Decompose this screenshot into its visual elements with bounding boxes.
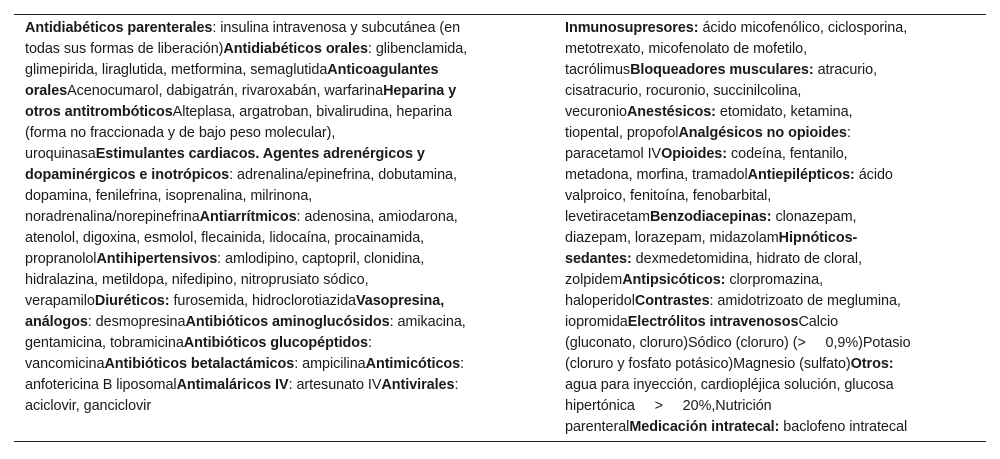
drug-list-text: baclofeno intratecal — [779, 419, 908, 435]
drug-list-text: vecuronio — [565, 104, 627, 120]
drug-list-text: gentamicina, tobramicina — [25, 335, 184, 351]
drug-list-text: parenteral — [565, 419, 630, 435]
drug-list-text: iopromida — [565, 314, 628, 330]
category-heading: Antidiabéticos parenterales — [25, 20, 213, 36]
category-heading: Antiepilépticos: — [747, 167, 855, 183]
category-heading: Antihipertensivos — [96, 251, 218, 267]
drug-list-text: ácido — [854, 167, 893, 183]
text-line — [25, 60, 523, 81]
drug-list-text: atenolol, digoxina, esmolol, flecainida, lidocaína, procainamida, — [25, 230, 425, 246]
text-line — [25, 333, 523, 354]
text-line — [565, 291, 949, 312]
drug-list-text: atracurio, — [813, 62, 878, 78]
text-line — [25, 186, 523, 207]
drug-list-text: : — [846, 125, 851, 141]
text-line — [565, 375, 949, 396]
category-heading: Inmunosupresores: — [565, 20, 699, 36]
drug-list-text: tacrólimus — [565, 62, 631, 78]
drug-list-text: : glibenclamida, — [367, 41, 468, 57]
left-column — [25, 18, 523, 417]
text-line — [565, 18, 949, 39]
text-line — [25, 123, 523, 144]
drug-list-text: : amidotrizoato de meglumina, — [709, 293, 901, 309]
category-heading: sedantes: — [565, 251, 632, 267]
category-heading: Antidiabéticos orales — [223, 41, 368, 57]
drug-list-text: furosemida, hidroclorotiazida — [169, 293, 356, 309]
drug-list-text: uroquinasa — [25, 146, 96, 162]
drug-list-text: cisatracurio, rocuronio, succinilcolina, — [565, 83, 802, 99]
text-line — [565, 396, 949, 417]
category-heading: Antibióticos glucopéptidos — [183, 335, 368, 351]
text-line — [25, 354, 523, 375]
text-line — [25, 81, 523, 102]
text-line — [565, 312, 949, 333]
drug-list-text: hidralazina, metildopa, nifedipino, nitroprusiato sódico, — [25, 272, 369, 288]
drug-list-text: codeína, fentanilo, — [727, 146, 848, 162]
text-line — [25, 207, 523, 228]
category-heading: orales — [25, 83, 68, 99]
drug-list-text: levetiracetam — [565, 209, 650, 225]
drug-list-text: verapamilo — [25, 293, 95, 309]
category-heading: Medicación intratecal: — [629, 419, 780, 435]
drug-list-text: etomidato, ketamina, — [715, 104, 853, 120]
text-line — [25, 270, 523, 291]
text-line — [565, 186, 949, 207]
text-line — [565, 39, 949, 60]
text-line — [25, 396, 523, 417]
medication-table — [14, 14, 986, 442]
drug-list-text: glimepirida, liraglutida, metformina, semaglutida — [25, 62, 328, 78]
category-heading: Opioides: — [661, 146, 728, 162]
drug-list-text: anfotericina B liposomal — [25, 377, 177, 393]
drug-list-text: valproico, fenitoína, fenobarbital, — [565, 188, 772, 204]
category-heading: Antibióticos aminoglucósidos — [185, 314, 390, 330]
text-line — [565, 60, 949, 81]
drug-list-text: clonazepam, — [771, 209, 857, 225]
category-heading: Electrólitos intravenosos — [627, 314, 799, 330]
drug-list-text: tiopental, propofol — [565, 125, 679, 141]
category-heading: Antibióticos betalactámicos — [104, 356, 295, 372]
drug-list-text: (gluconato, cloruro)Sódico (cloruro) (> 0,9%)Potasio — [565, 335, 911, 351]
drug-list-text: noradrenalina/norepinefrina — [25, 209, 200, 225]
drug-list-text: haloperidol — [565, 293, 635, 309]
drug-list-text: : ampicilina — [294, 356, 366, 372]
text-line — [565, 270, 949, 291]
category-heading: Estimulantes cardiacos. Agentes adrenérgicos y — [95, 146, 425, 162]
category-heading: Antivirales — [381, 377, 455, 393]
category-heading: Diuréticos: — [94, 293, 170, 309]
text-line — [565, 102, 949, 123]
drug-list-text: propranolol — [25, 251, 97, 267]
drug-list-text: ácido micofenólico, ciclosporina, — [698, 20, 908, 36]
drug-list-text: aciclovir, ganciclovir — [25, 398, 152, 414]
drug-list-text: dopamina, fenilefrina, isoprenalina, milrinona, — [25, 188, 313, 204]
text-line — [25, 291, 523, 312]
drug-list-text: vancomicina — [25, 356, 105, 372]
text-line — [25, 102, 523, 123]
category-heading: Hipnóticos- — [778, 230, 858, 246]
category-heading: Antiarrítmicos — [199, 209, 297, 225]
category-heading: Analgésicos no opioides — [678, 125, 847, 141]
text-line — [25, 18, 523, 39]
drug-list-text: : — [460, 356, 465, 372]
drug-list-text: : — [367, 335, 372, 351]
drug-list-text: : insulina intravenosa y subcutánea (en — [212, 20, 461, 36]
text-line — [565, 354, 949, 375]
drug-list-text: : adenosina, amiodarona, — [296, 209, 458, 225]
text-line — [565, 123, 949, 144]
drug-list-text: : adrenalina/epinefrina, dobutamina, — [229, 167, 457, 183]
text-line — [25, 228, 523, 249]
category-heading: otros antitrombóticos — [25, 104, 173, 120]
drug-list-text: clorpromazina, — [725, 272, 824, 288]
drug-list-text: (cloruro y fosfato potásico)Magnesio (sulfato) — [565, 356, 851, 372]
drug-list-text: paracetamol IV — [565, 146, 662, 162]
drug-list-text: hipertónica > 20%,Nutrición — [565, 398, 772, 414]
drug-list-text: : desmopresina — [87, 314, 186, 330]
drug-list-text: dexmedetomidina, hidrato de cloral, — [631, 251, 862, 267]
text-line — [565, 165, 949, 186]
text-line — [565, 144, 949, 165]
category-heading: Contrastes — [634, 293, 710, 309]
drug-list-text: : artesunato IV — [288, 377, 382, 393]
text-line — [565, 207, 949, 228]
drug-list-text: todas sus formas de liberación) — [25, 41, 224, 57]
category-heading: Otros: — [850, 356, 894, 372]
drug-list-text: (forma no fraccionada y de bajo peso molecular), — [25, 125, 336, 141]
text-line — [565, 228, 949, 249]
category-heading: Vasopresina, — [356, 293, 445, 309]
drug-list-text: : amlodipino, captopril, clonidina, — [217, 251, 425, 267]
category-heading: Anestésicos: — [626, 104, 716, 120]
drug-list-text: Alteplasa, argatroban, bivalirudina, heparina — [172, 104, 453, 120]
text-line — [565, 249, 949, 270]
text-line — [25, 165, 523, 186]
drug-list-text: Calcio — [798, 314, 839, 330]
category-heading: Anticoagulantes — [327, 62, 439, 78]
drug-list-text: metadona, morfina, tramadol — [565, 167, 748, 183]
text-line — [565, 333, 949, 354]
category-heading: Benzodiacepinas: — [649, 209, 772, 225]
category-heading: dopaminérgicos e inotrópicos — [25, 167, 230, 183]
text-line — [25, 39, 523, 60]
drug-list-text: : amikacina, — [389, 314, 466, 330]
right-column — [565, 18, 949, 438]
category-heading: Antipsicóticos: — [622, 272, 726, 288]
category-heading: Bloqueadores musculares: — [630, 62, 814, 78]
drug-list-text: metotrexato, micofenolato de mofetilo, — [565, 41, 808, 57]
drug-list-text: zolpidem — [565, 272, 623, 288]
category-heading: Heparina y — [383, 83, 457, 99]
category-heading: Antimaláricos IV — [176, 377, 289, 393]
drug-list-text: Acenocumarol, dabigatrán, rivaroxabán, warfarina — [67, 83, 384, 99]
drug-list-text: : — [454, 377, 459, 393]
text-line — [25, 375, 523, 396]
category-heading: Antimicóticos — [365, 356, 461, 372]
text-line — [565, 417, 949, 438]
category-heading: análogos — [25, 314, 88, 330]
drug-list-text: agua para inyección, cardiopléjica solución, glucosa — [565, 377, 894, 393]
text-line — [25, 312, 523, 333]
text-line — [25, 249, 523, 270]
text-line — [25, 144, 523, 165]
text-line — [565, 81, 949, 102]
drug-list-text: diazepam, lorazepam, midazolam — [565, 230, 779, 246]
